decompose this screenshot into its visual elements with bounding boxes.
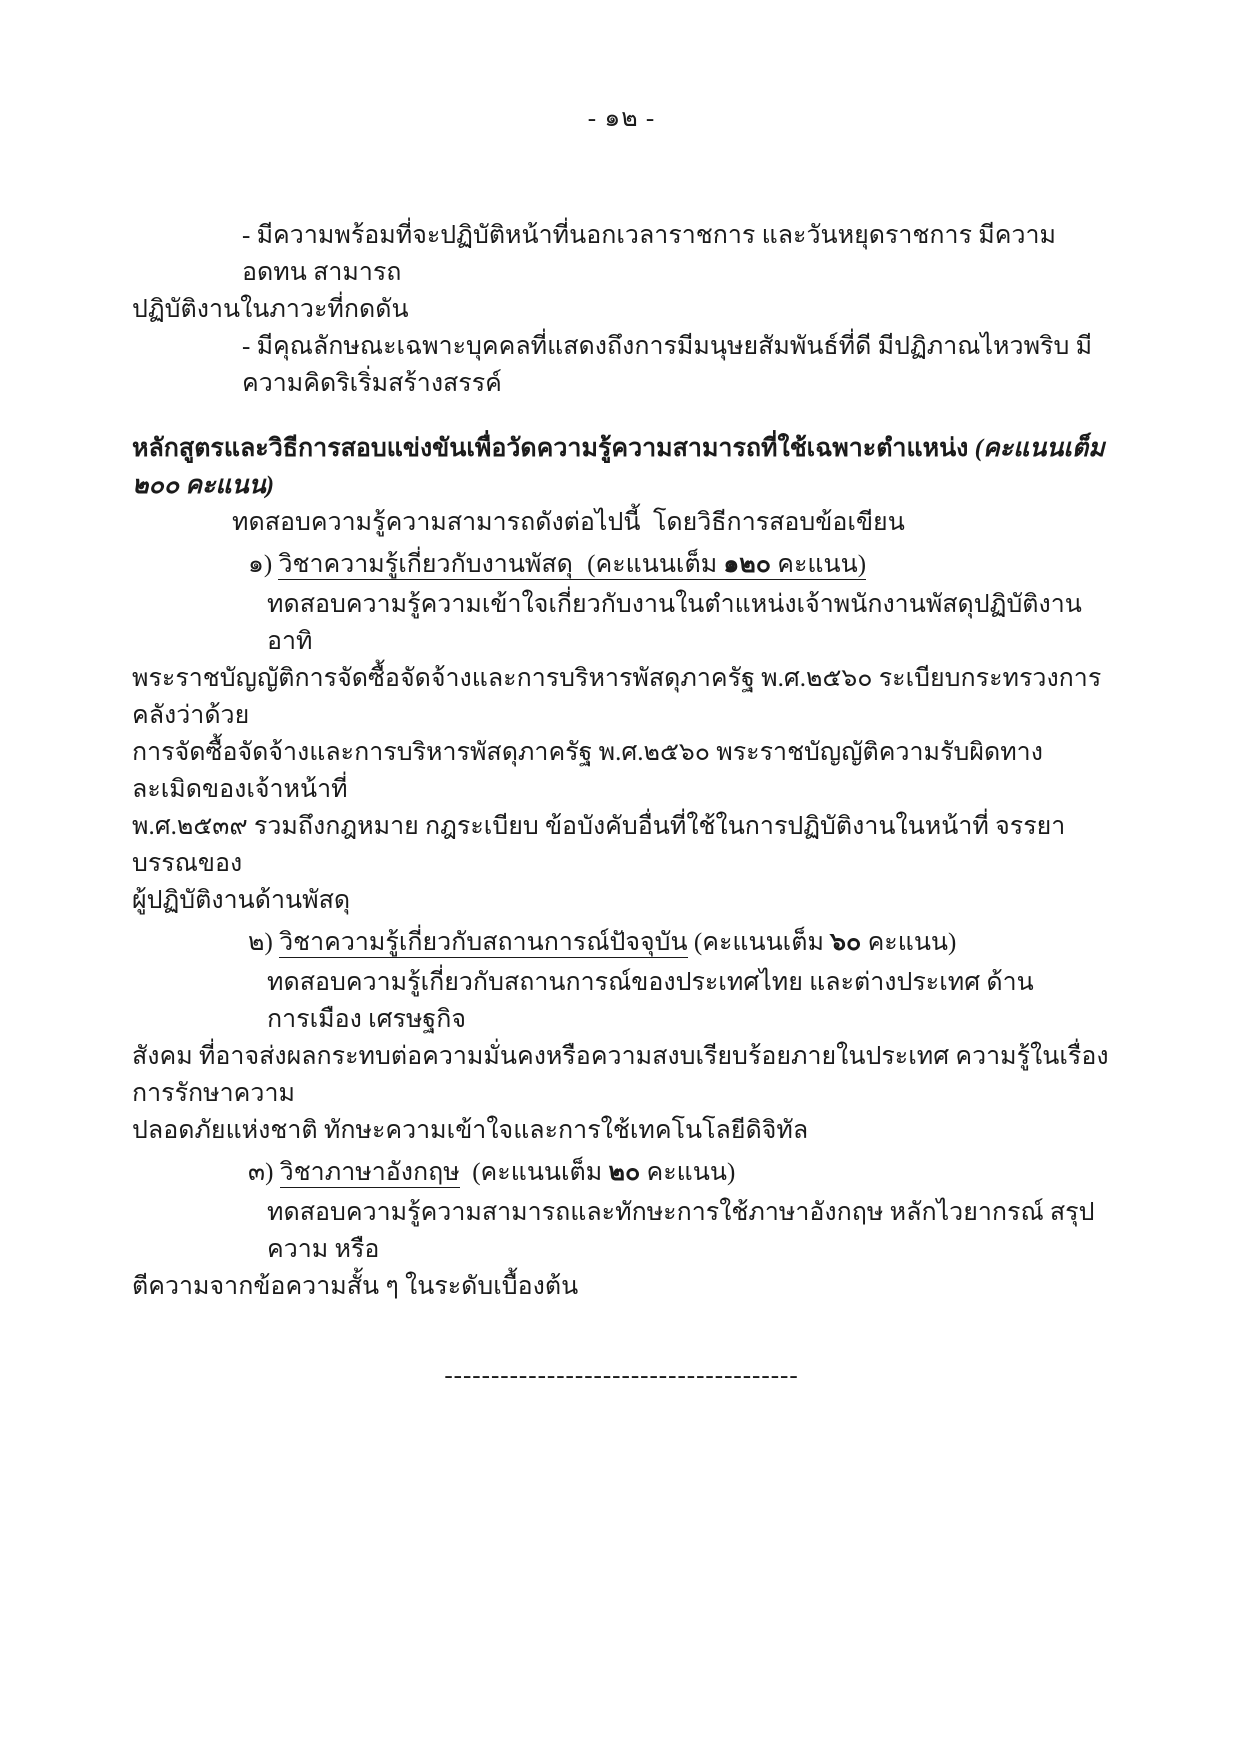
subject-2-score-label: (คะแนนเต็ม: [693, 929, 824, 956]
section-heading-score: (คะแนนเต็ม ๒๐๐ คะแนน): [132, 435, 1111, 499]
page-number: - ๑๒ -: [587, 105, 656, 132]
subject-1-title: วิชาความรู้เกี่ยวกับงานพัสดุ: [278, 551, 573, 578]
subject-3-title: วิชาภาษาอังกฤษ: [279, 1159, 460, 1186]
subject-1-score-label: (คะแนนเต็ม: [587, 551, 718, 578]
section-heading: [132, 430, 1111, 504]
section-heading-text: หลักสูตรและวิธีการสอบแข่งขันเพื่อวัดความรู้ความสามารถที่ใช้เฉพาะตำแหน่ง: [132, 435, 969, 462]
qualifications-section: [132, 217, 1111, 402]
subject-3-number: ๓): [248, 1159, 274, 1186]
subject-1-body-line-4: พ.ศ.๒๕๓๙ รวมถึงกฎหมาย กฎระเบียบ ข้อบังคับอื่นที่ใช้ในการปฏิบัติงานในหน้าที่ จรรยาบรรณของ: [132, 813, 1066, 877]
qualification-line-3: - มีคุณลักษณะเฉพาะบุคคลที่แสดงถึงการมีมนุษยสัมพันธ์ที่ดี มีปฏิภาณไหวพริบ มีความคิดริเริ่มสร้างสรรค์: [242, 333, 1093, 397]
subject-2-body-line-1: ทดสอบความรู้เกี่ยวกับสถานการณ์ของประเทศไทย และต่างประเทศ ด้านการเมือง เศรษฐกิจ: [267, 969, 1034, 1033]
subject-1-number: ๑): [248, 551, 273, 578]
subject-2-score-value: ๖๐: [830, 929, 862, 956]
qualification-line-1: - มีความพร้อมที่จะปฏิบัติหน้าที่นอกเวลาราชการ และวันหยุดราชการ มีความอดทน สามารถ: [242, 222, 1057, 286]
subject-2-score-unit: คะแนน): [867, 929, 957, 956]
qualification-line-2: ปฏิบัติงานในภาวะที่กดดัน: [132, 296, 409, 323]
exam-method-line: ทดสอบความรู้ความสามารถดังต่อไปนี้ โดยวิธีการสอบข้อเขียน: [232, 509, 905, 536]
subject-1-body-line-3: การจัดซื้อจัดจ้างและการบริหารพัสดุภาครัฐ พ.ศ.๒๕๖๐ พระราชบัญญัติความรับผิดทางละเมิดของเจ้าหน้าที่: [132, 739, 1043, 803]
subject-3-score-unit: คะแนน): [646, 1159, 736, 1186]
subject-2-body-line-2: สังคม ที่อาจส่งผลกระทบต่อความมั่นคงหรือความสงบเรียบร้อยภายในประเทศ ความรู้ในเรื่องการรักษาความ: [132, 1043, 1109, 1107]
subject-3-score-label: (คะแนนเต็ม: [472, 1159, 603, 1186]
subject-1-body-line-2: พระราชบัญญัติการจัดซื้อจัดจ้างและการบริหารพัสดุภาครัฐ พ.ศ.๒๕๖๐ ระเบียบกระทรวงการคลังว่าด้วย: [132, 665, 1102, 729]
subject-2-title: วิชาความรู้เกี่ยวกับสถานการณ์ปัจจุบัน: [279, 929, 688, 956]
subject-3-heading: [132, 1154, 1111, 1191]
subject-1-heading: [132, 546, 1111, 583]
subject-1-score-unit: คะแนน): [777, 551, 867, 578]
subject-2-number: ๒): [248, 929, 273, 956]
subject-2-heading: [132, 924, 1111, 961]
subject-3-body-line-2: ตีความจากข้อความสั้น ๆ ในระดับเบื้องต้น: [132, 1273, 579, 1300]
subject-3-score-value: ๒๐: [608, 1159, 641, 1186]
end-separator: --------------------------------------: [444, 1362, 799, 1389]
subject-1-title-score: [278, 551, 866, 580]
subject-1-body-line-5: ผู้ปฏิบัติงานด้านพัสดุ: [132, 887, 351, 914]
subject-3-body-line-1: ทดสอบความรู้ความสามารถและทักษะการใช้ภาษาอังกฤษ หลักไวยากรณ์ สรุปความ หรือ: [267, 1199, 1095, 1263]
subject-1-score-value: ๑๒๐: [723, 551, 772, 578]
subject-1-body-line-1: ทดสอบความรู้ความเข้าใจเกี่ยวกับงานในตำแหน่งเจ้าพนักงานพัสดุปฏิบัติงาน อาทิ: [267, 591, 1089, 655]
exam-syllabus-section: [132, 430, 1111, 1305]
subject-2-body-line-3: ปลอดภัยแห่งชาติ ทักษะความเข้าใจและการใช้เทคโนโลยีดิจิทัล: [132, 1117, 809, 1144]
